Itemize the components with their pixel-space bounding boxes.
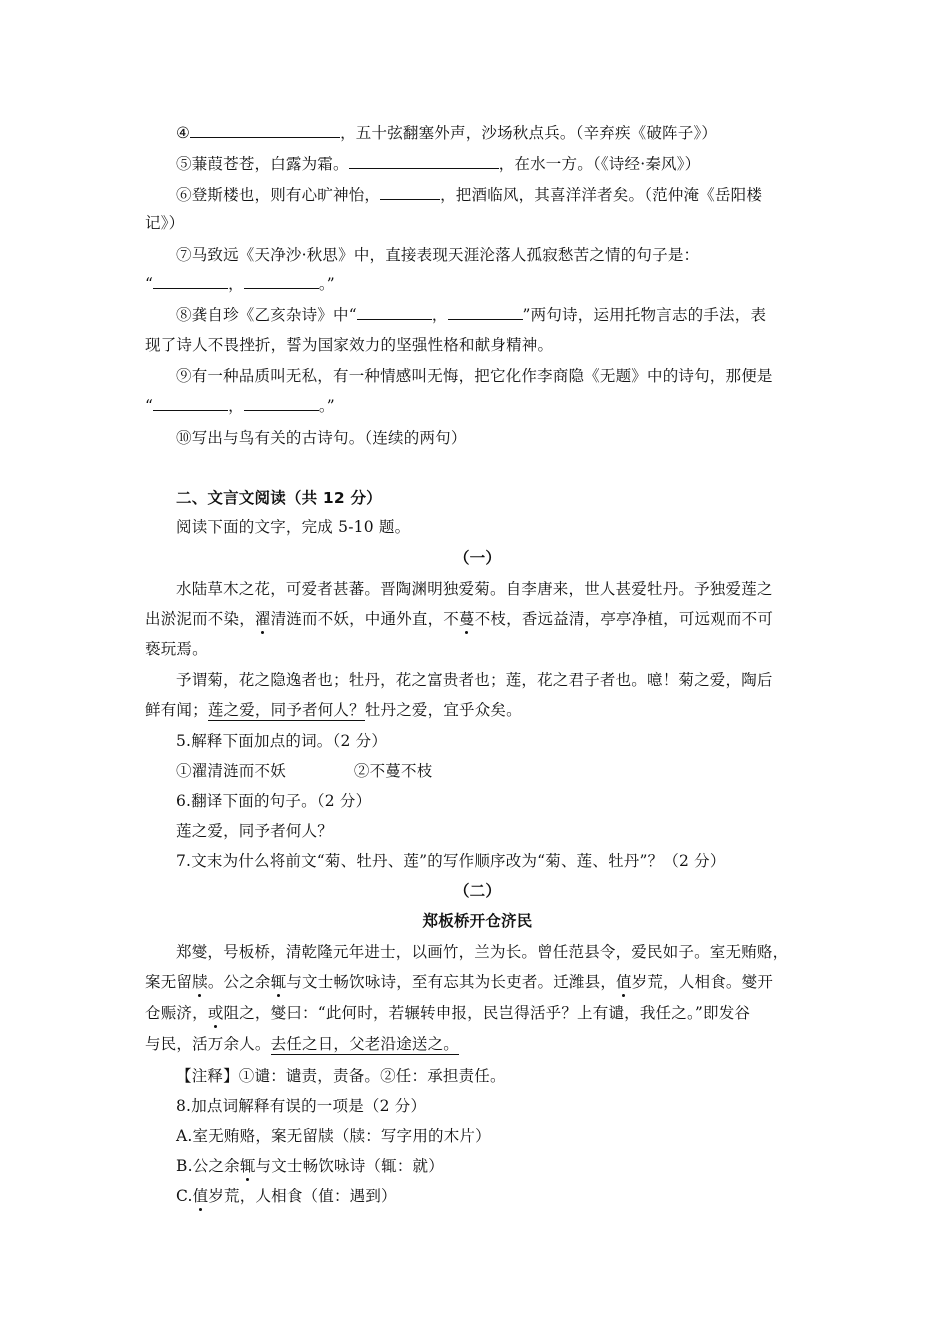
answer-blank[interactable] <box>153 274 228 289</box>
question-8: 8.加点词解释有误的一项是（2 分） <box>176 1097 427 1115</box>
passage2-line: 郑燮，号板桥，清乾隆元年进士，以画竹，兰为长。曾任范县令，爱民如子。室无贿赂， <box>176 943 789 961</box>
comma: ， <box>228 275 244 293</box>
option-a: A.室无贿赂，案无留牍（牍：写字用的木片） <box>176 1127 491 1145</box>
part2-label: （二） <box>453 882 502 900</box>
passage1-line: 亵玩焉。 <box>145 640 208 658</box>
underlined-sentence: 莲之爱，同予者何人？ <box>207 701 365 719</box>
q5-text-b: ，在水一方。（《诗经·秦风》） <box>498 155 701 173</box>
dotted-word: 值 <box>616 973 632 991</box>
poem-q9: ⑨有一种品质叫无私，有一种情感叫无悔，把它化作李商隐《无题》中的诗句，那便是 <box>176 367 773 385</box>
dotted-word: 濯 <box>254 610 271 628</box>
q6-text-b: ，把酒临风，其喜洋洋者矣。（范仲淹《岳阳楼 <box>440 186 763 204</box>
q5-text-a: ⑤蒹葭苍苍，白露为霜。 <box>176 155 349 173</box>
text: 不枝，香远益清，亭亭净植，可远观而不可 <box>474 610 774 628</box>
dotted-word: 或 <box>207 1004 224 1022</box>
passage1-line <box>145 609 810 629</box>
q8-text-a: ⑧龚自珍《乙亥杂诗》中“ <box>176 306 357 324</box>
text: 牡丹之爱，宜乎众矣。 <box>364 701 522 719</box>
passage1-line <box>145 700 810 720</box>
answer-blank[interactable] <box>357 305 432 320</box>
poem-q8 <box>176 305 810 325</box>
text: 岁荒，人相食。燮开 <box>631 973 774 991</box>
q4-text: ，五十弦翻塞外声，沙场秋点兵。（辛弃疾《破阵子》） <box>340 124 718 142</box>
poem-q10: ⑩写出与鸟有关的古诗句。（连续的两句） <box>176 429 467 447</box>
q5-item-b: ②不蔓不枝 <box>353 762 433 780</box>
comma: ， <box>431 306 448 324</box>
answer-blank[interactable] <box>244 396 319 411</box>
text: C. <box>176 1187 193 1205</box>
answer-blank[interactable] <box>349 154 499 169</box>
poem-q4 <box>176 123 810 143</box>
dotted-word: 牍 <box>192 973 208 991</box>
option-b <box>176 1156 810 1176</box>
question-6: 6.翻译下面的句子。（2 分） <box>176 792 372 810</box>
text: 。公之余 <box>207 973 271 991</box>
poem-q7: ⑦马致远《天净沙·秋思》中，直接表现天涯沦落人孤寂愁苦之情的句子是： <box>176 246 700 264</box>
text: 阻之，燮曰：“此何时，若辗转申报，民岂得活乎？上有谴，我任之。”即发谷 <box>223 1004 751 1022</box>
text: 出淤泥而不染， <box>145 610 255 628</box>
text: B.公之余 <box>176 1157 240 1175</box>
text: 与文士畅饮咏诗（辄：就） <box>255 1157 444 1175</box>
text: 案无留 <box>145 973 193 991</box>
passage1-line: 予谓菊，花之隐逸者也；牡丹，花之富贵者也；莲，花之君子者也。噫！菊之爱，陶后 <box>176 671 773 689</box>
answer-blank[interactable] <box>244 274 319 289</box>
open-quote: “ <box>145 397 154 415</box>
annotation-note: 【注释】①谴：谴责，责备。②任：承担责任。 <box>176 1067 506 1085</box>
close-quote: 。” <box>318 397 335 415</box>
text: 清涟而不妖，中通外直，不 <box>270 610 460 628</box>
text: 岁荒，人相食（值：遇到） <box>208 1187 397 1205</box>
dotted-word: 蔓 <box>459 610 475 628</box>
part1-label: （一） <box>453 549 502 567</box>
poem-q7-blanks <box>145 274 810 294</box>
comma: ， <box>228 397 244 415</box>
underlined-sentence: 去任之日，父老沿途送之。 <box>270 1035 460 1053</box>
answer-blank[interactable] <box>153 396 228 411</box>
question-5: 5.解释下面加点的词。（2 分） <box>176 732 388 750</box>
text: 仓赈济， <box>145 1004 208 1022</box>
poem-q8-cont: 现了诗人不畏挫折，誓为国家效力的坚强性格和献身精神。 <box>145 336 554 354</box>
dotted-word: 辄 <box>239 1157 256 1175</box>
dotted-word: 值 <box>192 1187 209 1205</box>
section-intro: 阅读下面的文字，完成 5-10 题。 <box>176 518 411 536</box>
passage2-title: 郑板桥开仓济民 <box>422 912 533 930</box>
poem-q5 <box>176 154 810 174</box>
open-quote: “ <box>145 275 154 293</box>
dotted-word: 辄 <box>270 973 287 991</box>
text: 与文士畅饮咏诗，至有忘其为长吏者。迁潍县， <box>286 973 617 991</box>
q6-text-a: ⑥登斯楼也，则有心旷神怡， <box>176 186 381 204</box>
text: 与民，活万余人。 <box>145 1035 271 1053</box>
text: 鲜有闻； <box>145 701 208 719</box>
option-c <box>176 1186 810 1206</box>
q4-number: ④ <box>176 124 191 142</box>
answer-blank[interactable] <box>190 123 340 138</box>
poem-q9-blanks <box>145 396 810 416</box>
q8-text-b: ”两句诗，运用托物言志的手法，表 <box>522 306 767 324</box>
section-heading: 二、文言文阅读（共 12 分） <box>176 489 382 507</box>
passage2-line <box>145 1003 810 1023</box>
passage2-line <box>145 972 810 992</box>
answer-blank[interactable] <box>380 185 440 200</box>
answer-blank[interactable] <box>448 305 523 320</box>
poem-q6 <box>176 185 810 205</box>
question-7: 7.文末为什么将前文“菊、牡丹、莲”的写作顺序改为“菊、莲、牡丹”？（2 分） <box>176 852 726 870</box>
poem-q6-cont: 记》） <box>145 214 185 232</box>
question-5-items <box>176 761 810 781</box>
close-quote: 。” <box>318 275 335 293</box>
passage1-line: 水陆草木之花，可爱者甚蕃。晋陶渊明独爱菊。自李唐来，世人甚爱牡丹。予独爱莲之 <box>176 580 773 598</box>
question-6-sentence: 莲之爱，同予者何人？ <box>176 822 334 840</box>
q5-item-a: ①濯清涟而不妖 <box>176 762 286 780</box>
passage2-line <box>145 1034 810 1054</box>
